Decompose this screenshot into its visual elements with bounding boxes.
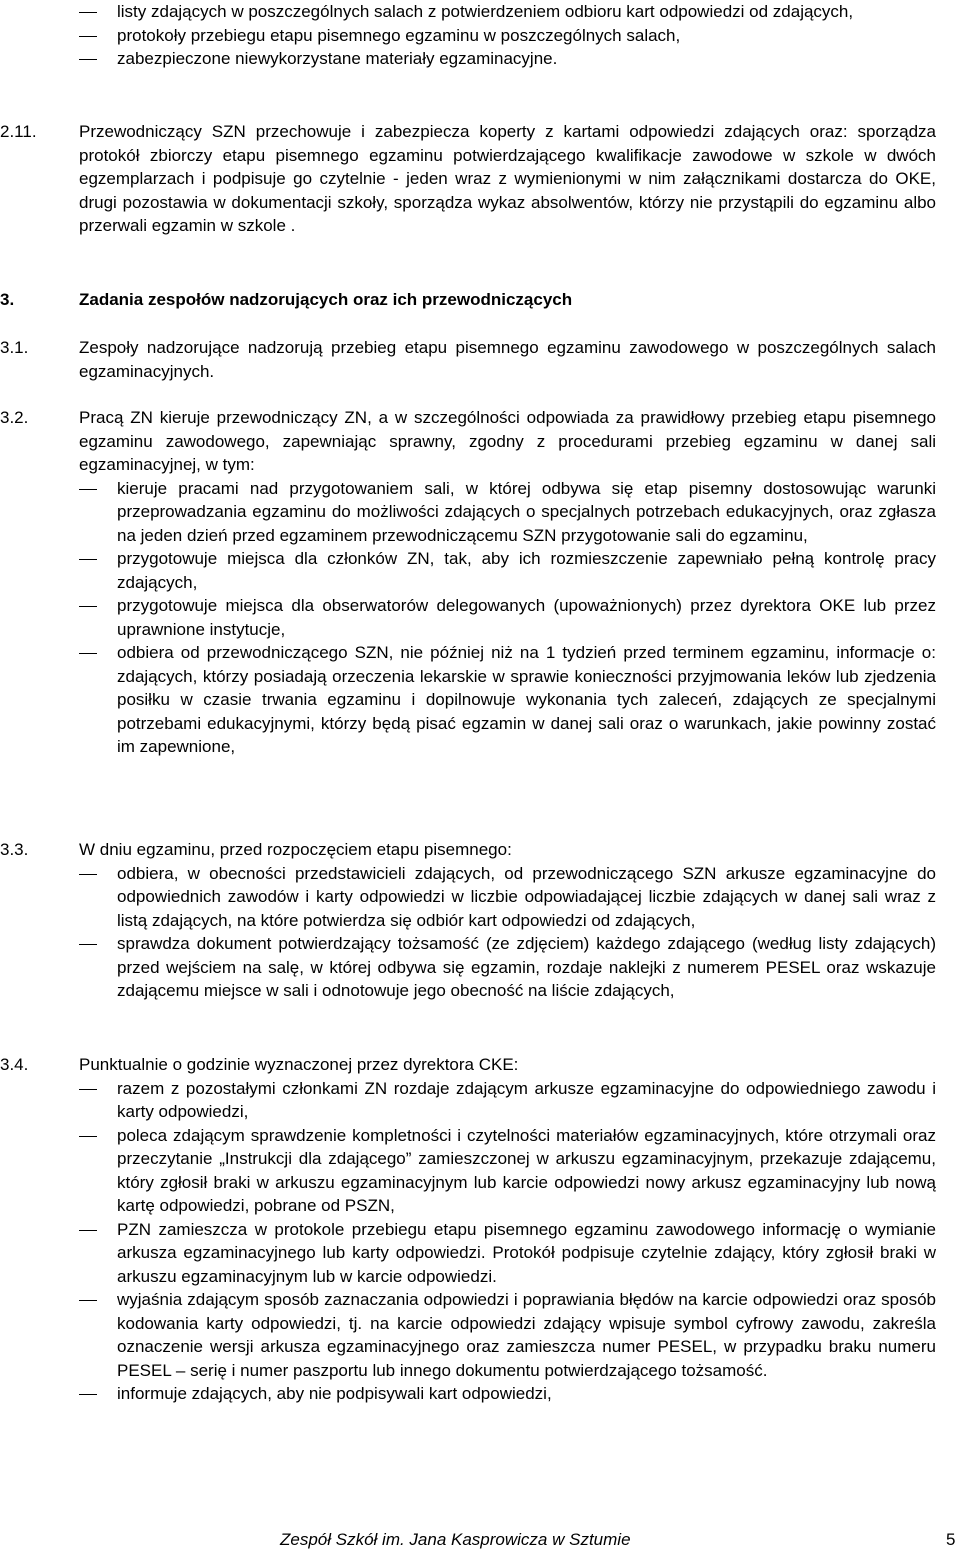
paragraph: Zespoły nadzorujące nadzorują przebieg etapu pisemnego egzaminu zawodowego w poszczególnych salach egzaminacyjnych.: [79, 338, 936, 381]
section-3-2: [0, 406, 960, 759]
list-item: PZN zamieszcza w protokole przebiegu etapu pisemnego egzaminu zawodowego informację o wymianie arkusza egzaminacyjnego lub karty odpowiedzi. Protokół podpisuje czytelnie zdający, który zgłosił braki w arkuszu egzaminacyjnym lub w karcie odpowiedzi.: [0, 1218, 960, 1289]
list-item: razem z pozostałymi członkami ZN rozdaje zdającym arkusze egzaminacyjne do odpowiedniego zawodu i karty odpowiedzi,: [0, 1077, 960, 1124]
dash-bullet: [79, 547, 117, 594]
dash-bullet: [79, 1124, 117, 1218]
footer-school-name: Zespół Szkół im. Jana Kasprowicza w Sztumie: [280, 1530, 631, 1549]
dash-bullet: [79, 47, 117, 71]
heading-title: Zadania zespołów nadzorujących oraz ich przewodniczących: [79, 290, 573, 309]
list-item: listy zdających w poszczególnych salach z potwierdzeniem odbioru kart odpowiedzi od zdających,: [0, 0, 960, 24]
list-item: kieruje pracami nad przygotowaniem sali, w której odbywa się etap pisemny dostosowując warunki przeprowadzania egzaminu do możliwości zdających o specjalnych potrzebach edukacyjnych, oraz zgłasza na jeden dzień przed egzaminem przewodniczącemu SZN przygotowanie sali do egzaminu,: [0, 477, 960, 548]
paragraph: Przewodniczący SZN przechowuje i zabezpiecza koperty z kartami odpowiedzi zdających oraz: sporządza protokół zbiorczy etapu pisemnego egzaminu potwierdzającego kwalifikacje zawodowe w szkole w dwóch egzemplarzach i podpisuje go czytelnie - jeden wraz z wymienionymi w nim załącznikami dostarcza do OKE, drugi pozostawia w dokumentacji szkoły, sporządza wykaz absolwentów, którzy nie przystąpili do egzaminu albo przerwali egzamin w szkole .: [79, 122, 936, 235]
paragraph: Punktualnie o godzinie wyznaczonej przez dyrektora CKE:: [79, 1055, 519, 1074]
dash-bullet: [79, 1077, 117, 1124]
list-item: informuje zdających, aby nie podpisywali kart odpowiedzi,: [0, 1382, 960, 1406]
page-number: 5: [946, 1530, 956, 1549]
dash-bullet: [79, 1288, 117, 1382]
section-2-11: [0, 120, 960, 238]
list-item: poleca zdającym sprawdzenie kompletności i czytelności materiałów egzaminacyjnych, które otrzymali oraz przeczytanie „Instrukcji dla zdającego” zamieszczonej w arkuszu egzaminacyjnym, przekazuje zdającemu, który zgłosił braki w arkuszu egzaminacyjnym lub karcie odpowiedzi nowy arkusz egzaminacyjny lub nową kartę odpowiedzi, pobrane od PSZN,: [0, 1124, 960, 1218]
dash-bullet: [79, 1218, 117, 1289]
dash-bullet: [79, 641, 117, 759]
list-item: przygotowuje miejsca dla obserwatorów delegowanych (upoważnionych) przez dyrektora OKE lub przez uprawnione instytucje,: [0, 594, 960, 641]
dash-bullet: [79, 594, 117, 641]
list-item: sprawdza dokument potwierdzający tożsamość (ze zdjęciem) każdego zdającego (według listy zdających) przed wejściem na salę, w której odbywa się egzamin, rozdaje naklejki z numerem PESEL oraz wskazuje zdającemu miejsce w sali i odnotowuje jego obecność na liście zdających,: [0, 932, 960, 1003]
section-number: 3.1.: [0, 338, 29, 357]
dash-bullet: [79, 932, 117, 1003]
list-item: zabezpieczone niewykorzystane materiały egzaminacyjne.: [0, 47, 960, 71]
list-item: protokoły przebiegu etapu pisemnego egzaminu w poszczególnych salach,: [0, 24, 960, 48]
section-number: 3.3.: [0, 840, 29, 859]
dash-bullet: [79, 0, 117, 24]
list-item: odbiera, w obecności przedstawicieli zdających, od przewodniczącego SZN arkusze egzaminacyjne do odpowiednich zawodów i karty odpowiedzi w liczbie odpowiadającej liczbie zdających w danej sali wraz z listą zdających, na które potwierdza się odbiór kart odpowiedzi od zdających,: [0, 862, 960, 933]
list-item: przygotowuje miejsca dla członków ZN, tak, aby ich rozmieszczenie zapewniało pełną kontrolę pracy zdających,: [0, 547, 960, 594]
section-3-1: [0, 336, 960, 383]
heading-number: 3.: [0, 290, 15, 309]
dash-bullet: [79, 477, 117, 548]
paragraph: Pracą ZN kieruje przewodniczący ZN, a w szczególności odpowiada za prawidłowy przebieg etapu pisemnego egzaminu zawodowego, zapewniając sprawny, zgodny z procedurami przebieg egzaminu w danej sali egzaminacyjnej, w tym:: [79, 408, 936, 474]
dash-bullet: [79, 1382, 117, 1406]
dash-bullet: [79, 24, 117, 48]
section-3-3: [0, 838, 960, 1003]
dash-bullet: [79, 862, 117, 933]
section-number: 3.4.: [0, 1055, 29, 1074]
top-list: [0, 0, 960, 71]
section-number: 2.11.: [0, 122, 37, 141]
paragraph: W dniu egzaminu, przed rozpoczęciem etapu pisemnego:: [79, 840, 512, 859]
list-item: odbiera od przewodniczącego SZN, nie później niż na 1 tydzień przed terminem egzaminu, informacje o: zdających, którzy posiadają orzeczenia lekarskie w sprawie konieczności przyjmowania leków lub zjedzenia posiłku w czasie trwania egzaminu i dopilnowuje wykonania tych zaleceń, zdających ze specjalnymi potrzebami edukacyjnymi, którzy będą pisać egzamin w danej sali oraz o warunkach, jakie powinny zostać im zapewnione,: [0, 641, 960, 759]
section-3-4: [0, 1053, 960, 1406]
list-item: wyjaśnia zdającym sposób zaznaczania odpowiedzi i poprawiania błędów na karcie odpowiedzi oraz sposób kodowania karty odpowiedzi, tj. na karcie odpowiedzi zdający wpisuje symbol cyfrowy zawodu, zakreśla oznaczenie wersji arkusza egzaminacyjnego oraz zamieszcza numer PESEL, w przypadku braku numeru PESEL – serię i numer paszportu lub innego dokumentu potwierdzającego tożsamość.: [0, 1288, 960, 1382]
section-number: 3.2.: [0, 408, 29, 427]
